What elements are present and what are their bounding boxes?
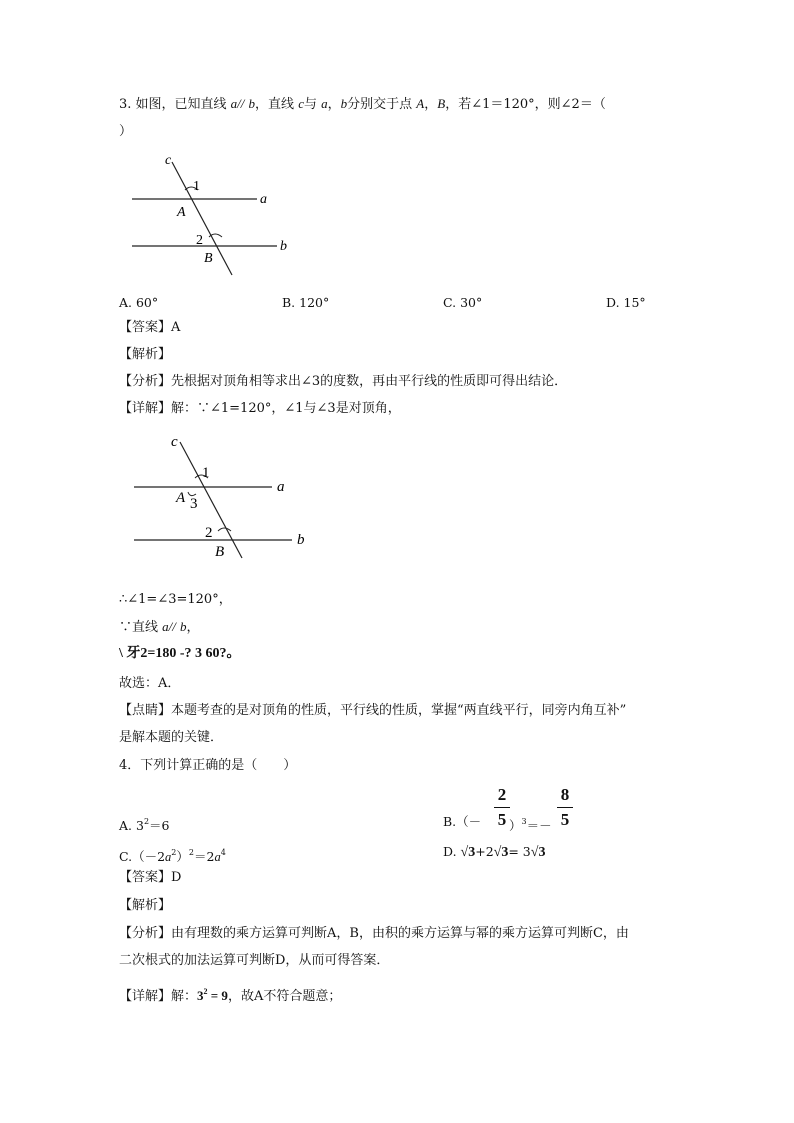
q4-option-b-fraction-bar	[494, 807, 510, 808]
label-a: a	[260, 192, 267, 207]
q3-step3-garbled: \ 牙2=180 -? 3 60?。	[119, 646, 241, 661]
label-b: b	[280, 239, 287, 254]
label-2: 2	[196, 233, 203, 248]
label-b: b	[297, 532, 305, 548]
label-1: 1	[202, 465, 210, 481]
sqrt3-term-2: √3	[493, 845, 509, 860]
label-B: B	[215, 544, 225, 560]
q4-analysis-heading: 【解析】	[119, 898, 172, 913]
q4-fenxi-line2: 二次根式的加法运算可判断D，从而可得答案．	[119, 953, 390, 968]
label-c: c	[165, 153, 172, 168]
q3-solution-figure	[120, 430, 330, 565]
label-A: A	[177, 205, 186, 220]
q4-xiangjie: 【详解】解：$3^2 = 9$，故A不符合题意；	[119, 987, 342, 1004]
sqrt3-term-3: √3	[530, 845, 546, 860]
q4-option-a: A. $3^2=6$	[119, 817, 170, 833]
angle-2-arc	[218, 528, 231, 531]
q4-option-b-rhs-denominator: 5	[560, 810, 570, 829]
q3-dianjing-line2: 是解本题的关键．	[119, 730, 224, 745]
q3-analysis-heading: 【解析】	[119, 347, 172, 362]
q4-option-b-denominator: 5	[497, 810, 507, 829]
q4-fenxi-line1: 【分析】由有理数的乘方运算可判断A，B，由积的乘方运算与幂的乘方运算可判断C，由	[119, 926, 629, 941]
label-A: A	[176, 490, 186, 506]
q4-option-b-rhs-fraction-bar	[557, 807, 573, 808]
q4-option-d: D. √3+2√3= 3√3	[443, 844, 546, 860]
q3-stem-line2: ）	[119, 124, 133, 139]
q3-answer: 【答案】A	[119, 320, 181, 335]
q4-answer: 【答案】D	[119, 870, 182, 885]
label-a: a	[277, 479, 285, 495]
q3-stem-line1: 3. 如图，已知直线 a// b，直线 c与 a，b分别交于点 A，B，若∠1＝120°，则∠2＝（	[119, 96, 606, 112]
label-1: 1	[193, 179, 200, 194]
q3-step2: ∵直线 a// b，	[119, 619, 200, 635]
q3-figure	[120, 148, 320, 283]
q3-dianjing-line1: 【点睛】本题考查的是对顶角的性质，平行线的性质，掌握“两直线平行，同旁内角互补”	[119, 703, 627, 718]
q4-option-b-numerator: 2	[497, 785, 507, 804]
q4-option-b-rhs-numerator: 8	[560, 785, 570, 804]
q4-stem: 4．下列计算正确的是（ ）	[119, 758, 297, 773]
q4-option-c: $C.(-2a^2)^2=2a^4$	[119, 848, 226, 864]
q3-choose: 故选：A．	[119, 676, 181, 691]
q4-option-b-label: B.（－	[443, 814, 482, 829]
q4-option-b-tail: ）$^3$＝－	[509, 817, 552, 833]
q3-option-b: B. 120°	[282, 295, 330, 310]
q3-option-d: D. 15°	[606, 295, 646, 310]
q3-option-a: A. 60°	[119, 295, 159, 310]
sqrt3-term-1: √3	[460, 845, 476, 860]
q3-step1: ∴∠1=∠3=120°，	[119, 592, 232, 607]
q3-option-c: C. 30°	[443, 295, 483, 310]
label-B: B	[204, 251, 213, 266]
label-3: 3	[190, 496, 198, 512]
label-c: c	[171, 434, 178, 450]
q3-fenxi: 【分析】先根据对顶角相等求出∠3的度数，再由平行线的性质即可得出结论．	[119, 374, 568, 389]
q3-xiangjie: 【详解】解：∵∠1=120°，∠1与∠3是对顶角，	[119, 401, 401, 416]
label-2: 2	[205, 525, 213, 541]
